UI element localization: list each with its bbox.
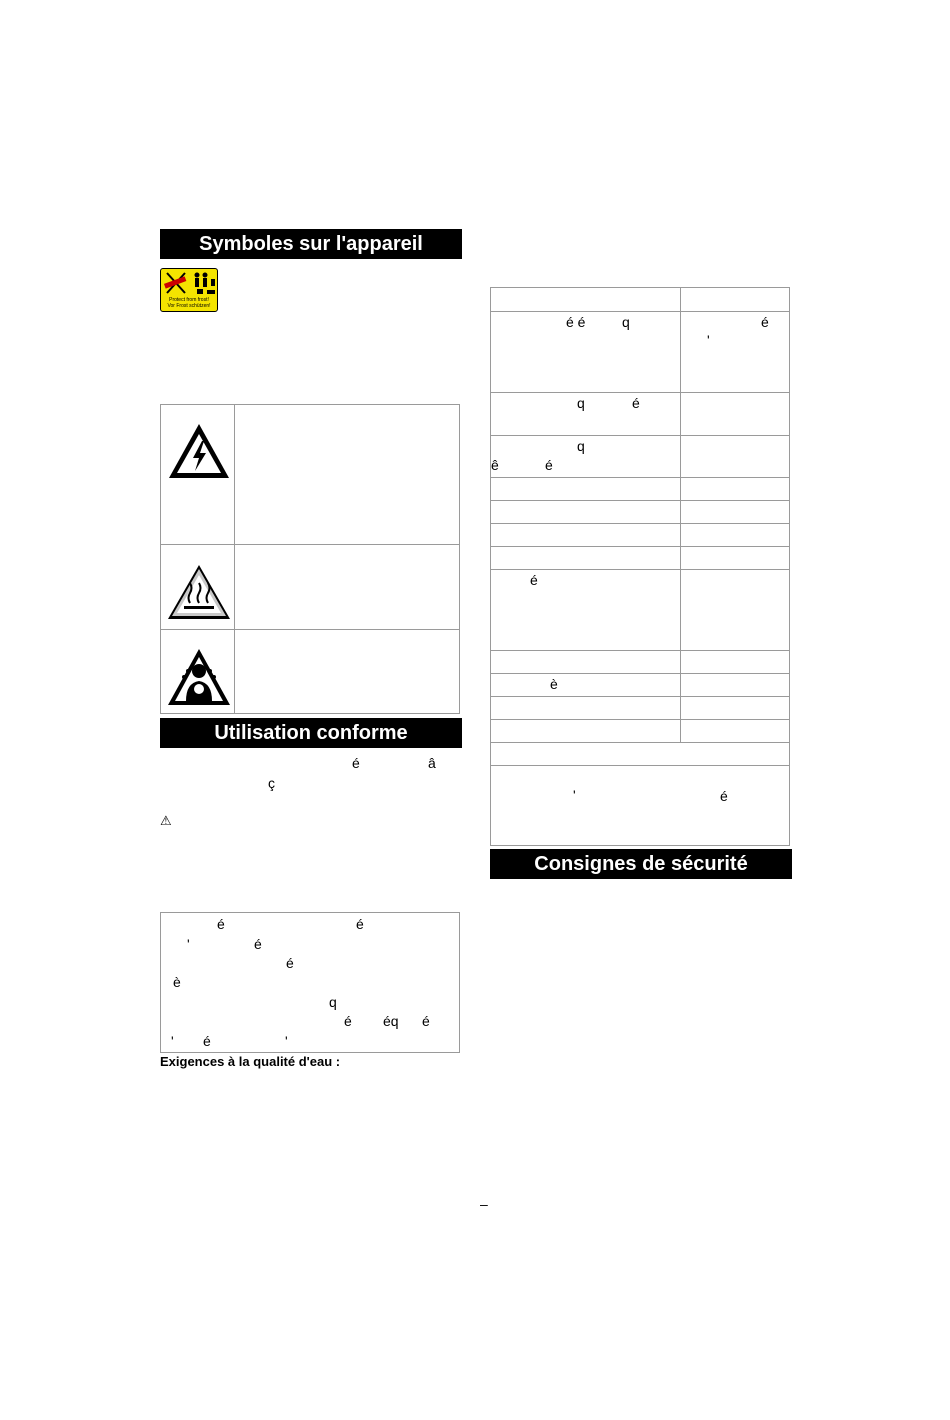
warning-triangle-icon: ⚠ [160,813,172,828]
usage-text-fragment: â [428,755,436,771]
warning-symbols-table [160,404,460,714]
table-cell-text: é é [566,314,586,330]
usage-text-fragment: ç [268,775,275,791]
table-cell-text: q [577,395,585,411]
table-footer-text: ' [573,787,576,803]
frost-label-line2: Vor Frost schützen! [167,302,211,309]
table-cell-text: é [761,314,769,330]
section-heading-usage: Utilisation conforme [160,718,462,748]
table-cell-text: ' [707,332,710,348]
table-cell-text: q [577,438,585,454]
no-frost-icon [161,269,217,299]
notice-box: é é ' é é è q é éq é ' é ' [160,912,460,1053]
electric-shock-warning-icon [166,421,232,481]
hot-surface-warning-icon [166,563,232,621]
frost-label-line1: Protect from frost! [169,297,209,303]
section-heading-safety: Consignes de sécurité [490,849,792,879]
frost-warning-label [160,268,218,312]
harmful-vapour-warning-icon [166,647,232,707]
table-cell-text: é [632,395,640,411]
table-cell-text: q [622,314,630,330]
page-dash: – [480,1196,488,1212]
specification-table [490,287,790,846]
usage-text-fragment: é [352,755,360,771]
section-heading-symbols: Symboles sur l'appareil [160,229,462,259]
table-cell-text: è [550,676,558,692]
table-cell-text: ê [491,457,499,473]
table-cell-text: é [530,572,538,588]
table-cell-text: é [545,457,553,473]
table-footer-text: é [720,788,728,804]
water-quality-heading: Exigences à la qualité d'eau : [160,1054,341,1069]
